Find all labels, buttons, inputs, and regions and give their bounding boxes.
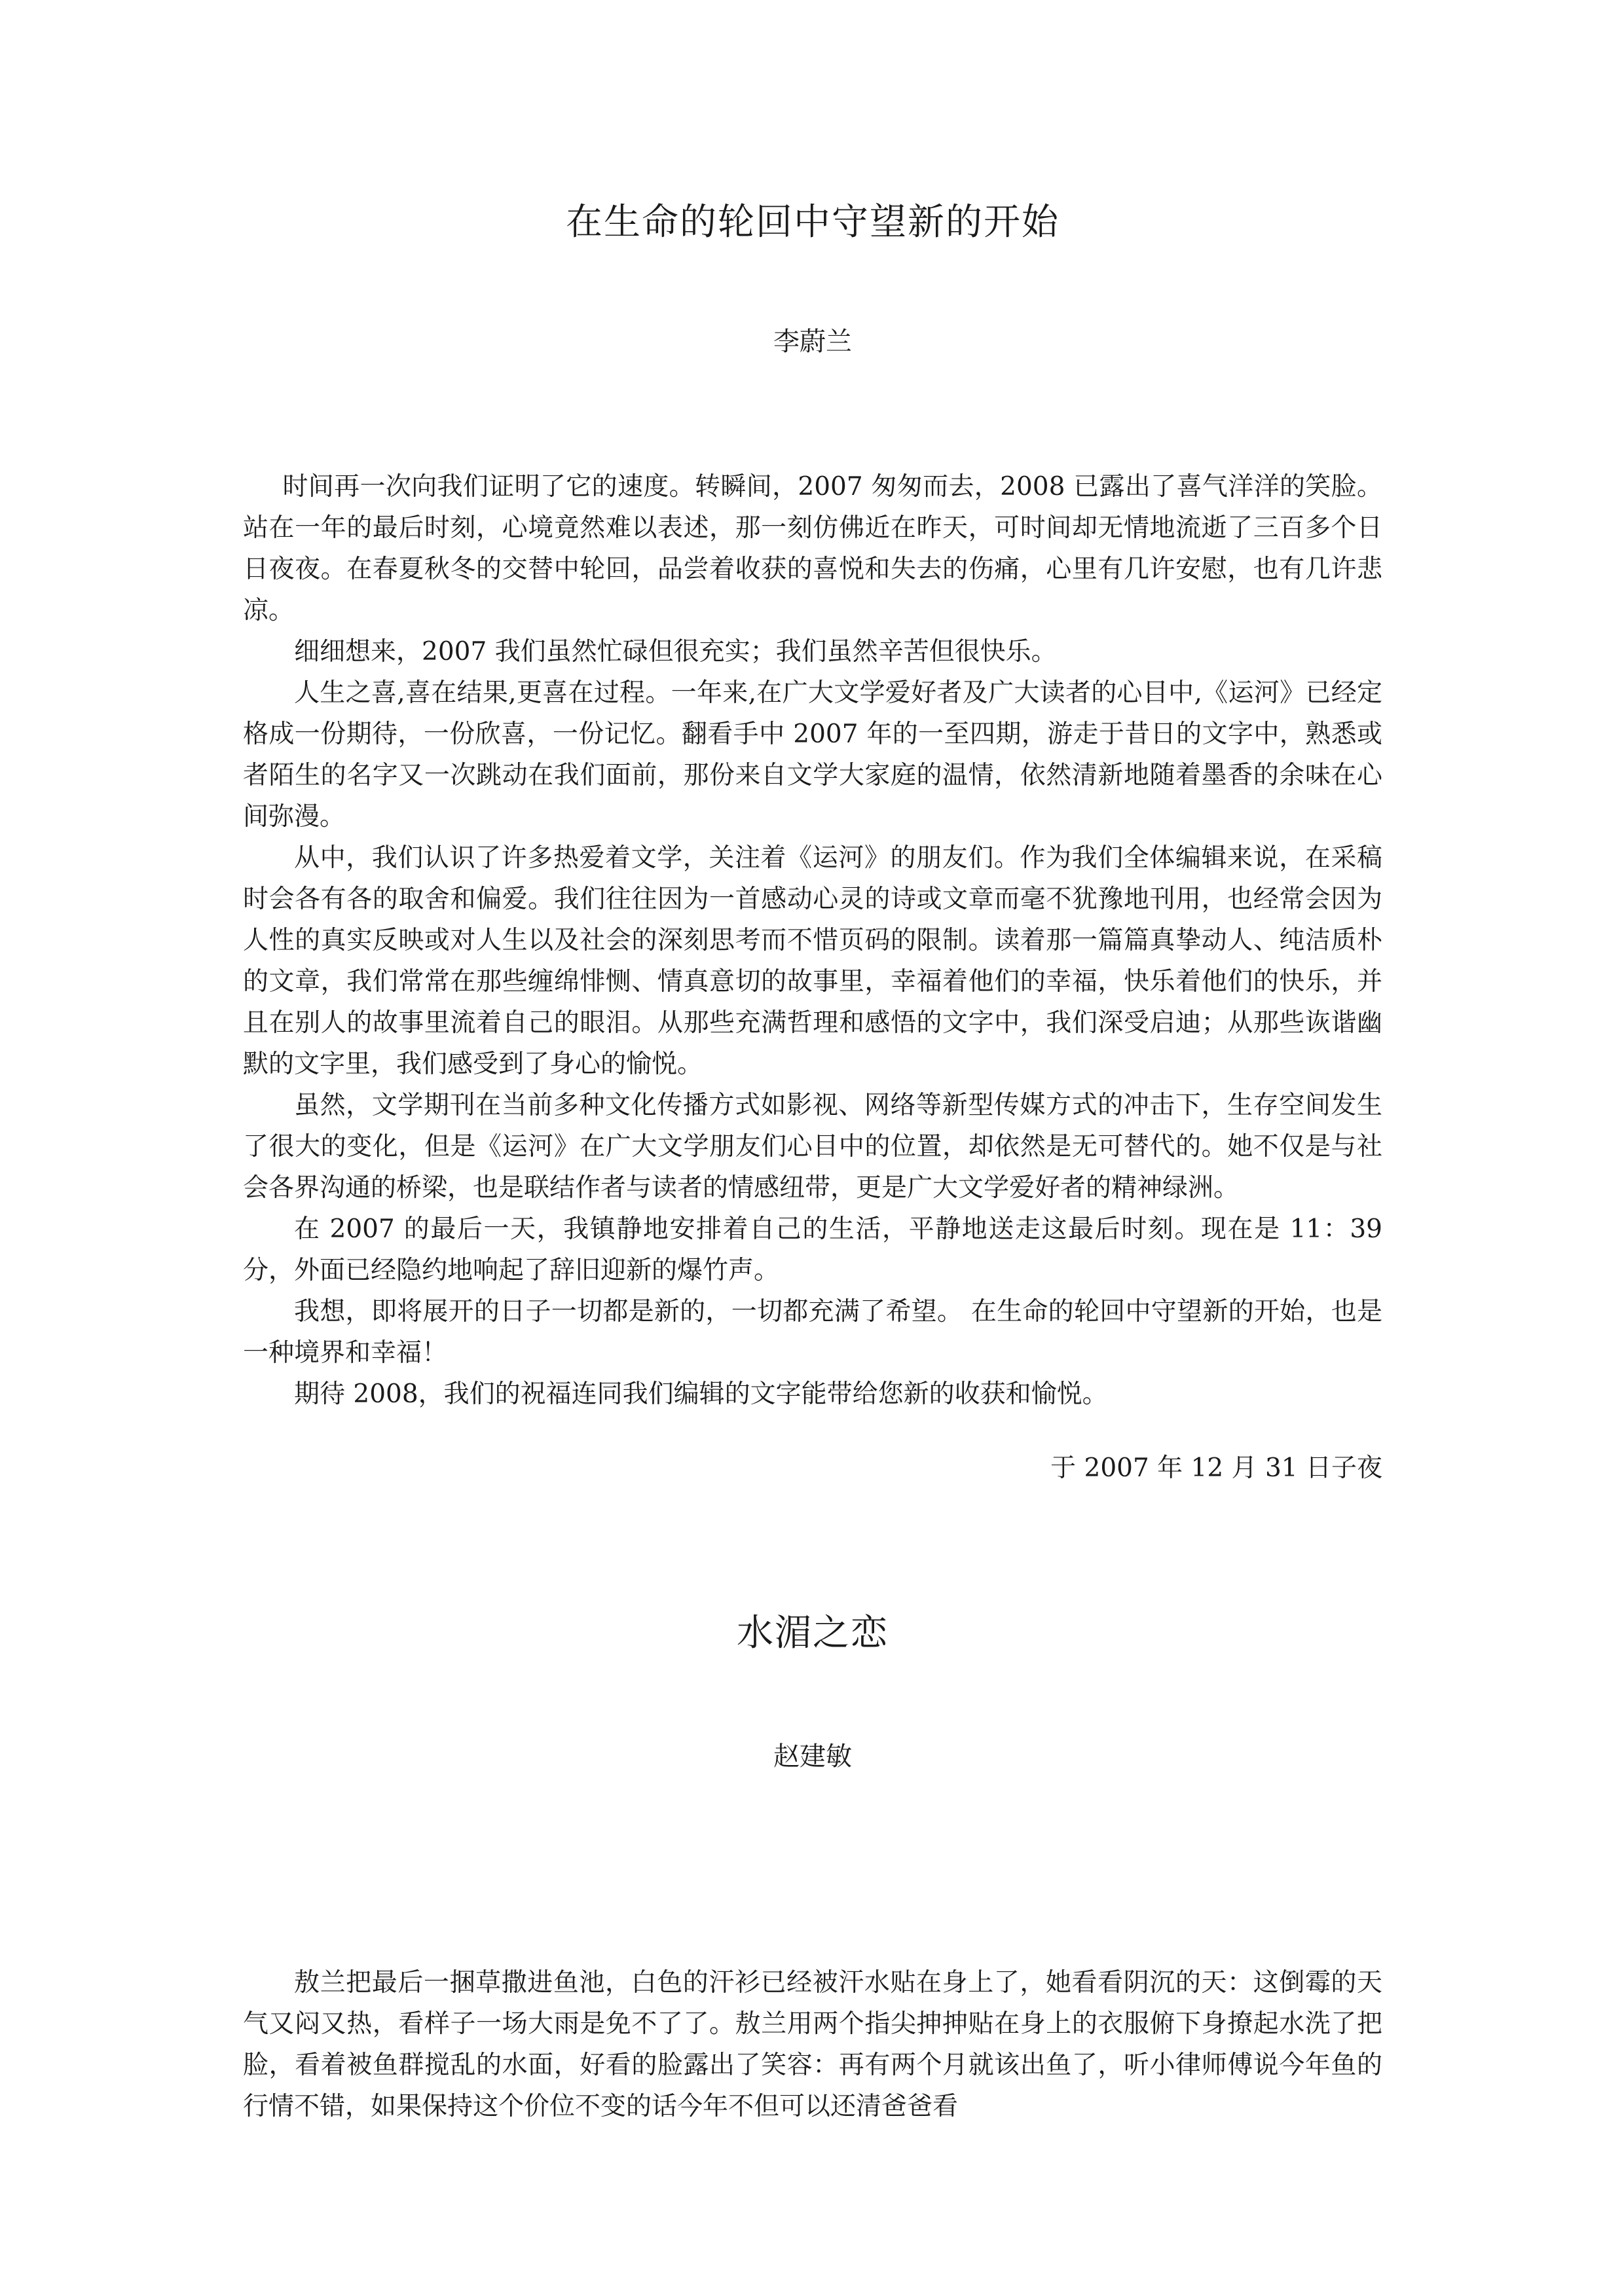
article-body bbox=[243, 466, 1382, 1415]
paragraph: 细细想来，2007 我们虽然忙碌但很充实；我们虽然辛苦但很快乐。 bbox=[294, 637, 1057, 666]
signoff-date: 于 2007 年 12 月 31 日子夜 bbox=[1050, 1453, 1382, 1483]
article-1 bbox=[243, 196, 1382, 1489]
article-author: 李蔚兰 bbox=[773, 327, 852, 357]
article-body bbox=[243, 1962, 1382, 2127]
article-2 bbox=[243, 1607, 1382, 2127]
paragraph: 敖兰把最后一捆草撒进鱼池，白色的汗衫已经被汗水贴在身上了，她看看阴沉的天：这倒霉的天气又闷又热，看样子一场大雨是免不了了。敖兰用两个指尖抻抻贴在身上的衣服俯下身撩起水洗了把脸，看着被鱼群搅乱的水面，好看的脸露出了笑容：再有两个月就该出鱼了，听小律师傅说今年鱼的行情不错，如果保持这个价位不变的话今年不但可以还清爸爸看 bbox=[243, 1968, 1382, 2121]
paragraph: 期待 2008，我们的祝福连同我们编辑的文字能带给您新的收获和愉悦。 bbox=[294, 1379, 1108, 1409]
paragraph: 从中，我们认识了许多热爱着文学，关注着《运河》的朋友们。作为我们全体编辑来说，在采稿时会各有各的取舍和偏爱。我们往往因为一首感动心灵的诗或文章而毫不犹豫地刊用，也经常会因为人性的真实反映或对人生以及社会的深刻思考而不惜页码的限制。读着那一篇篇真挚动人、纯洁质朴的文章，我们常常在那些缠绵悱恻、情真意切的故事里，幸福着他们的幸福，快乐着他们的快乐，并且在别人的故事里流着自己的眼泪。从那些充满哲理和感悟的文字中，我们深受启迪；从那些诙谐幽默的文字里，我们感受到了身心的愉悦。 bbox=[243, 843, 1382, 1079]
paragraph: 在 2007 的最后一天，我镇静地安排着自己的生活，平静地送走这最后时刻。现在是 11：39 分，外面已经隐约地响起了辞旧迎新的爆竹声。 bbox=[243, 1214, 1382, 1285]
paragraph: 虽然，文学期刊在当前多种文化传播方式如影视、网络等新型传媒方式的冲击下，生存空间发生了很大的变化，但是《运河》在广大文学朋友们心目中的位置，却依然是无可替代的。她不仅是与社会各界沟通的桥梁，也是联结作者与读者的情感纽带，更是广大文学爱好者的精神绿洲。 bbox=[243, 1091, 1382, 1203]
article-title: 在生命的轮回中守望新的开始 bbox=[566, 201, 1060, 244]
article-author: 赵建敏 bbox=[773, 1741, 852, 1772]
paragraph: 我想，即将展开的日子一切都是新的，一切都充满了希望。 在生命的轮回中守望新的开始，也是一种境界和幸福！ bbox=[243, 1297, 1382, 1368]
paragraph: 人生之喜,喜在结果,更喜在过程。一年来,在广大文学爱好者及广大读者的心目中,《运河》已经定格成一份期待，一份欣喜，一份记忆。翻看手中 2007 年的一至四期，游走于昔日的文字中，熟悉或者陌生的名字又一次跳动在我们面前，那份来自文学大家庭的温情，依然清新地随着墨香的余味在心间弥漫。 bbox=[243, 678, 1382, 831]
article-title: 水湄之恋 bbox=[737, 1612, 889, 1654]
paragraph: 时间再一次向我们证明了它的速度。转瞬间，2007 匆匆而去，2008 已露出了喜气洋洋的笑脸。站在一年的最后时刻，心境竟然难以表述，那一刻仿佛近在昨天，可时间却无情地流逝了三百多个日日夜夜。在春夏秋冬的交替中轮回，品尝着收获的喜悦和失去的伤痛，心里有几许安慰，也有几许悲凉。 bbox=[243, 472, 1382, 625]
